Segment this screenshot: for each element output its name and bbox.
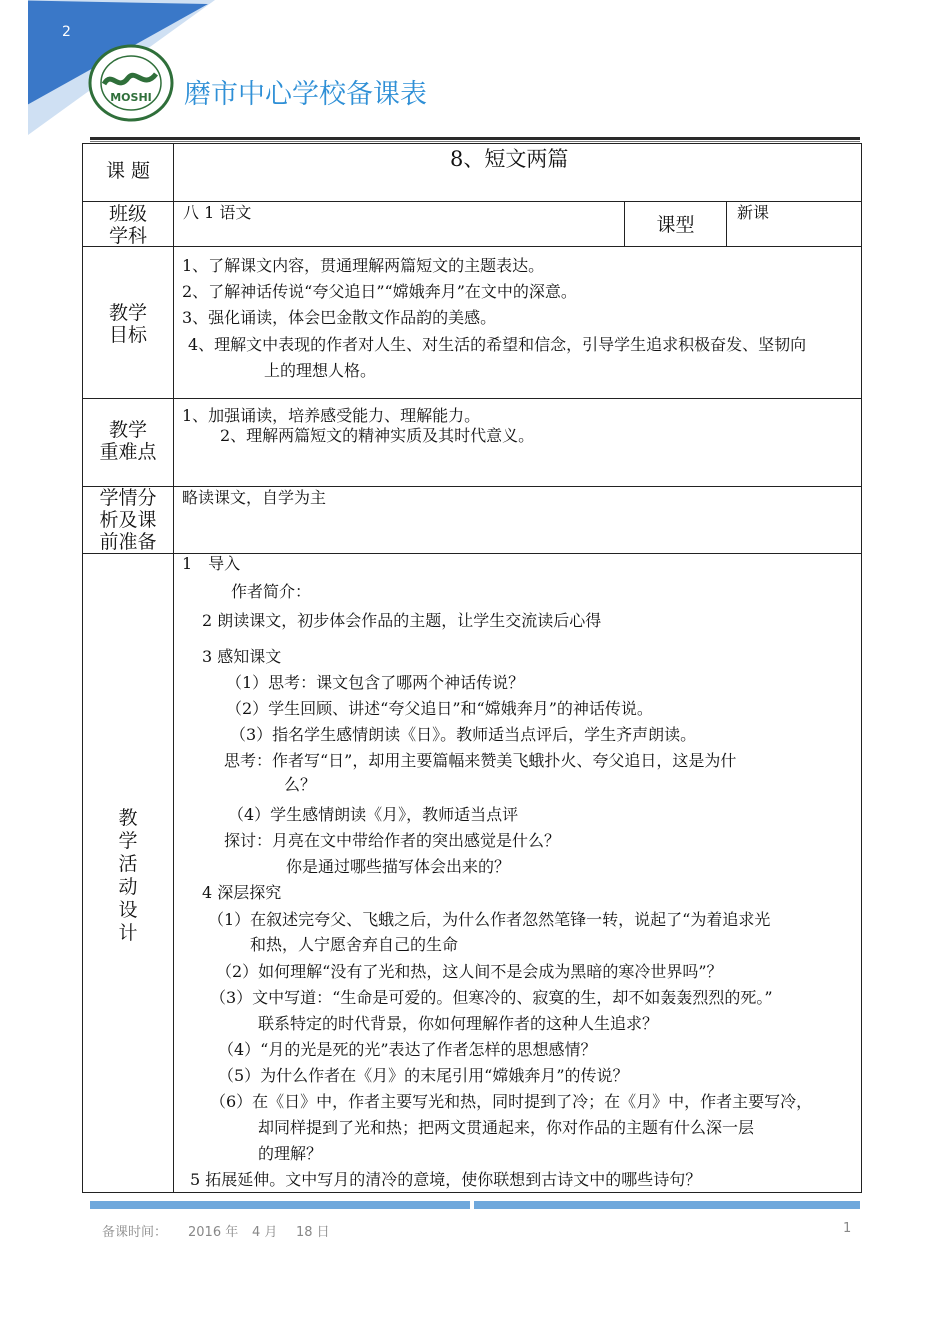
activity-line: 和热，人宁愿舍弃自己的生命 — [250, 935, 459, 954]
class-label-line2: 学科 — [108, 225, 147, 247]
activity-label-char: 动 — [118, 876, 138, 898]
school-logo-icon — [88, 44, 174, 122]
activity-line: 思考：作者写“日”，却用主要篇幅来赞美飞蛾扑火、夸父追日，这是为什 — [224, 751, 737, 770]
key-label-cell — [82, 398, 173, 486]
activity-line: （6）在《日》中，作者主要写光和热，同时提到了冷；在《月》中，作者主要写冷， — [210, 1092, 813, 1111]
activity-line: 的理解？ — [258, 1144, 323, 1163]
footer-bar-right — [474, 1201, 860, 1209]
activity-line: 作者简介： — [231, 582, 312, 601]
activity-line: 3 感知课文 — [202, 647, 282, 666]
footer-year: 2016 年 — [188, 1225, 239, 1240]
activity-line: （1）思考：课文包含了哪两个神话传说？ — [226, 673, 525, 692]
key-point-item: 1、加强诵读，培养感受能力、理解能力。 — [182, 406, 481, 425]
activity-line: 联系特定的时代背景，你如何理解作者的这种人生追求？ — [258, 1014, 659, 1033]
activity-line: （3）文中写道：“生命是可爱的。但寒冷的、寂寞的生，却不如轰轰烈烈的死。” — [210, 988, 773, 1007]
topic-value-cell — [173, 143, 862, 201]
activity-line: （4）“月的光是死的光”表达了作者怎样的思想感情？ — [218, 1040, 597, 1059]
prep-label-cell — [82, 486, 173, 553]
header-divider-thin — [90, 141, 860, 142]
prep-label-line2: 析及课 — [99, 509, 157, 531]
topic-label: 课 题 — [105, 160, 151, 182]
activity-label-char: 设 — [118, 899, 138, 921]
footer-page-number: 1 — [843, 1221, 852, 1236]
activity-line: 1 导入 — [182, 554, 241, 573]
goals-label-line1: 教学 — [108, 302, 147, 324]
activity-line: （2）学生回顾、讲述“夸父追日”和“嫦娥奔月”的神话传说。 — [226, 699, 653, 718]
key-label-line2: 重难点 — [99, 441, 157, 463]
key-point-item: 2、理解两篇短文的精神实质及其时代意义。 — [220, 426, 535, 445]
activity-label-cell — [82, 553, 173, 1193]
type-label-cell — [624, 201, 726, 246]
activity-line: 么？ — [284, 775, 317, 794]
class-label-line1: 班级 — [108, 203, 147, 225]
footer-day: 18 日 — [296, 1225, 330, 1240]
activity-label-char: 活 — [118, 853, 138, 875]
activity-line: 5 拓展延伸。文中写月的清冷的意境，使你联想到古诗文中的哪些诗句？ — [190, 1170, 702, 1189]
footer-bar-left — [90, 1201, 470, 1209]
type-value-cell — [726, 201, 862, 246]
prep-label-line1: 学情分 — [99, 487, 157, 509]
page-number: 2 — [62, 24, 71, 40]
goal-item: 3、强化诵读，体会巴金散文作品韵的美感。 — [182, 308, 497, 327]
activity-line: 2 朗读课文，初步体会作品的主题，让学生交流读后心得 — [202, 611, 602, 630]
activity-label-char: 学 — [118, 830, 138, 852]
activity-label-char: 教 — [118, 807, 138, 829]
class-label-cell — [82, 201, 173, 246]
activity-cell — [173, 553, 862, 1193]
topic-label-cell — [82, 143, 173, 201]
topic-value: 8、短文两篇 — [450, 147, 569, 171]
goal-item: 上的理想人格。 — [264, 361, 377, 380]
footer-date-label: 备课时间： — [102, 1225, 168, 1240]
footer-month: 4 月 — [252, 1225, 278, 1240]
header-divider — [90, 137, 860, 140]
type-label: 课型 — [656, 214, 695, 236]
key-points-cell — [173, 398, 862, 486]
prep-value-cell — [173, 486, 862, 553]
goal-item: 4、理解文中表现的作者对人生、对生活的希望和信念，引导学生追求积极奋发、坚韧向 — [188, 335, 807, 354]
activity-line: （1）在叙述完夸父、飞蛾之后，为什么作者忽然笔锋一转，说起了“为着追求光 — [208, 910, 771, 929]
goal-item: 2、了解神话传说“夸父追日”“嫦娥奔月”在文中的深意。 — [182, 282, 577, 301]
goal-item: 1、了解课文内容，贯通理解两篇短文的主题表达。 — [182, 256, 545, 275]
key-label-line1: 教学 — [108, 419, 147, 441]
activity-line: 4 深层探究 — [202, 883, 282, 902]
activity-line: （2）如何理解“没有了光和热，这人间不是会成为黑暗的寒冷世界吗”？ — [216, 962, 723, 981]
class-value: 八 1 语文 — [183, 203, 252, 222]
activity-line: 却同样提到了光和热；把两文贯通起来，你对作品的主题有什么深一层 — [258, 1118, 755, 1137]
activity-line: （3）指名学生感情朗读《日》。教师适当点评后，学生齐声朗读。 — [230, 725, 697, 744]
activity-line: 你是通过哪些描写体会出来的？ — [286, 857, 511, 876]
type-value: 新课 — [737, 203, 770, 222]
goals-cell — [173, 246, 862, 398]
activity-line: （4）学生感情朗读《月》，教师适当点评 — [228, 805, 519, 824]
prep-value: 略读课文，自学为主 — [182, 488, 327, 507]
class-value-cell — [173, 201, 624, 246]
lesson-plan-table — [82, 143, 862, 1193]
activity-label-char: 计 — [118, 922, 138, 944]
goals-label-cell — [82, 246, 173, 398]
activity-line: 探讨：月亮在文中带给作者的突出感觉是什么？ — [224, 831, 561, 850]
goals-label-line2: 目标 — [108, 324, 147, 346]
school-title: 磨市中心学校备课表 — [184, 79, 427, 110]
prep-label-line3: 前准备 — [99, 531, 157, 553]
logo-text: MOSHI — [110, 91, 152, 104]
activity-line: （5）为什么作者在《月》的末尾引用“嫦娥奔月”的传说？ — [218, 1066, 629, 1085]
